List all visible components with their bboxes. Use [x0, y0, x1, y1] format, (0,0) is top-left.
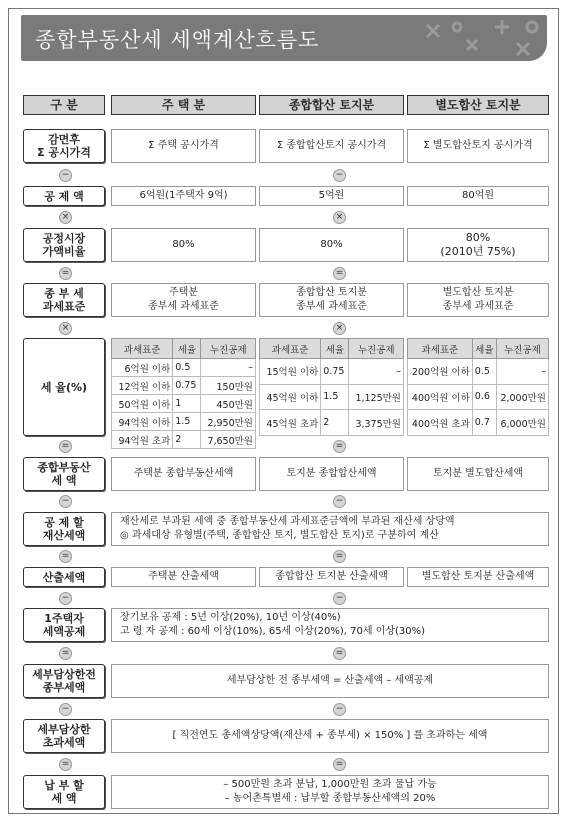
equals-operator: = [59, 267, 72, 280]
rate-percent: 2 [173, 431, 201, 449]
comprehensive-rate-table [259, 338, 404, 436]
separate-market-ratio: 80% (2010년 75%) [407, 228, 549, 262]
label-one-house-credit: 1주택자 세액공제 [23, 608, 105, 642]
rate-header: 누진공제 [349, 339, 404, 359]
housing-rate-table [111, 338, 256, 447]
header-housing: 주 택 분 [111, 95, 256, 115]
label-cap-excess: 세부담상한 초과세액 [23, 719, 105, 753]
rate-row [408, 410, 549, 436]
flowchart-page [8, 8, 559, 814]
times-operator: × [333, 322, 346, 335]
separate-base-price: Σ 별도합산토지 공시가격 [407, 129, 549, 163]
times-operator: × [59, 211, 72, 224]
minus-operator: − [333, 703, 346, 716]
housing-base-price: Σ 주택 공시가격 [111, 129, 256, 163]
minus-operator: − [59, 703, 72, 716]
equals-operator: = [59, 550, 72, 563]
rate-bracket: 400억원 이하 [408, 384, 473, 410]
label-computed-tax: 산출세액 [23, 567, 105, 587]
rate-row [260, 410, 404, 436]
equals-operator: = [333, 550, 346, 563]
rate-row [260, 359, 404, 385]
rate-percent: 0.5 [472, 359, 496, 385]
rate-header: 과세표준 [112, 339, 173, 359]
rate-deduction: – [201, 359, 256, 377]
minus-operator: − [59, 592, 72, 605]
minus-operator: − [333, 592, 346, 605]
rate-header: 누진공제 [496, 339, 548, 359]
rate-deduction: 3,375만원 [349, 410, 404, 436]
one-house-credit-box [111, 608, 549, 642]
minus-operator: − [59, 169, 72, 182]
comprehensive-gross-tax: 토지분 종합합산세액 [259, 457, 404, 491]
payable-tax-box [111, 775, 549, 809]
separate-computed-tax: 별도합산 토지분 산출세액 [407, 567, 549, 587]
rate-header: 세율 [173, 339, 201, 359]
rate-bracket: 50억원 이하 [112, 395, 173, 413]
housing-deduction: 6억원(1주택자 9억) [111, 186, 256, 206]
label-payable-tax: 납 부 할 세 액 [23, 775, 105, 809]
minus-operator: − [333, 169, 346, 182]
equals-operator: = [59, 440, 72, 453]
rate-deduction: 7,650만원 [201, 431, 256, 449]
rate-percent: 1.5 [173, 413, 201, 431]
rate-percent: 0.75 [321, 359, 349, 385]
rate-percent: 1.5 [321, 384, 349, 410]
one-house-credit-line2: 고 령 자 공제 : 60세 이상(10%), 65세 이상(20%), 70세 이상(30%) [120, 626, 426, 637]
label-market-ratio: 공정시장 가액비율 [23, 228, 105, 262]
rate-deduction: 1,125만원 [349, 384, 404, 410]
payable-line2: – 농어촌특별세 : 납부할 종합부동산세액의 20% [224, 793, 436, 804]
one-house-credit-line1: 장기보유 공제 : 5년 이상(20%), 10년 이상(40%) [120, 612, 341, 623]
separate-tax-base: 별도합산 토지분 종부세 과세표준 [407, 283, 549, 317]
comprehensive-base-price: Σ 종합합산토지 공시가격 [259, 129, 404, 163]
label-gross-tax: 종합부동산 세 액 [23, 457, 105, 491]
rate-bracket: 200억원 이하 [408, 359, 473, 385]
rate-deduction: 2,950만원 [201, 413, 256, 431]
equals-operator: = [333, 267, 346, 280]
rate-bracket: 12억원 이하 [112, 377, 173, 395]
housing-tax-base: 주택분 종부세 과세표준 [111, 283, 256, 317]
comprehensive-deduction: 5억원 [259, 186, 404, 206]
property-tax-credit-line2: ◎ 과세대상 유형별(주택, 종합합산 토지, 별도합산 토지)로 구분하여 계산 [120, 530, 439, 541]
times-operator: × [59, 322, 72, 335]
rate-header: 세율 [321, 339, 349, 359]
rate-percent: 1 [173, 395, 201, 413]
rate-row [112, 431, 256, 449]
rate-deduction: 2,000만원 [496, 384, 548, 410]
rate-bracket: 15억원 이하 [260, 359, 321, 385]
equals-operator: = [59, 758, 72, 771]
label-base-price: 감면후 Σ 공시가격 [23, 129, 105, 163]
separate-rate-table [407, 338, 549, 436]
equals-operator: = [333, 440, 346, 453]
times-operator: × [333, 211, 346, 224]
label-before-cap: 세부담상한전 종부세액 [23, 664, 105, 698]
rate-percent: 0.7 [472, 410, 496, 436]
rate-deduction: – [349, 359, 404, 385]
header-category: 구 분 [23, 95, 105, 115]
comprehensive-tax-base: 종합합산 토지분 종부세 과세표준 [259, 283, 404, 317]
decorative-pattern-icon [407, 15, 547, 61]
property-tax-credit-line1: 재산세로 부과된 세액 중 종합부동산세 과세표준금액에 부과된 재산세 상당액 [120, 516, 455, 527]
rate-row [112, 359, 256, 377]
rate-percent: 2 [321, 410, 349, 436]
rate-percent: 0.6 [472, 384, 496, 410]
rate-bracket: 94억원 초과 [112, 431, 173, 449]
housing-market-ratio: 80% [111, 228, 256, 262]
rate-header: 세율 [472, 339, 496, 359]
rate-deduction: – [496, 359, 548, 385]
property-tax-credit-box [111, 512, 549, 546]
equals-operator: = [333, 758, 346, 771]
rate-row [112, 413, 256, 431]
separate-gross-tax: 토지분 별도합산세액 [407, 457, 549, 491]
rate-percent: 0.5 [173, 359, 201, 377]
rate-header: 누진공제 [201, 339, 256, 359]
cap-excess-formula: [ 직전연도 총세액상당액(재산세 + 종부세) × 150% ] 를 초과하는 세액 [111, 719, 549, 753]
header-comprehensive-land: 종합합산 토지분 [259, 95, 404, 115]
rate-bracket: 94억원 이하 [112, 413, 173, 431]
label-deduction: 공 제 액 [23, 186, 105, 206]
rate-header: 과세표준 [260, 339, 321, 359]
header-separate-land: 별도합산 토지분 [407, 95, 549, 115]
equals-operator: = [333, 647, 346, 660]
before-cap-formula: 세부담상한 전 종부세액 = 산출세액 – 세액공제 [111, 664, 549, 698]
label-tax-base: 종 부 세 과세표준 [23, 283, 105, 317]
rate-row [408, 359, 549, 385]
rate-row [112, 377, 256, 395]
rate-bracket: 45억원 이하 [260, 384, 321, 410]
rate-deduction: 450만원 [201, 395, 256, 413]
equals-operator: = [59, 647, 72, 660]
housing-computed-tax: 주택분 산출세액 [111, 567, 256, 587]
rate-bracket: 400억원 초과 [408, 410, 473, 436]
minus-operator: − [333, 495, 346, 508]
payable-line1: – 500만원 초과 분납, 1,000만원 초과 물납 가능 [223, 779, 437, 790]
rate-percent: 0.75 [173, 377, 201, 395]
rate-row [112, 395, 256, 413]
rate-row [260, 384, 404, 410]
rate-header: 과세표준 [408, 339, 473, 359]
minus-operator: − [59, 495, 72, 508]
label-property-tax-credit: 공 제 할 재산세액 [23, 512, 105, 546]
rate-deduction: 150만원 [201, 377, 256, 395]
housing-gross-tax: 주택분 종합부동산세액 [111, 457, 256, 491]
label-tax-rate: 세 율(%) [23, 338, 105, 436]
separate-deduction: 80억원 [407, 186, 549, 206]
title-banner [21, 15, 547, 61]
rate-row [408, 384, 549, 410]
comprehensive-market-ratio: 80% [259, 228, 404, 262]
rate-bracket: 6억원 이하 [112, 359, 173, 377]
comprehensive-computed-tax: 종합합산 토지분 산출세액 [259, 567, 404, 587]
rate-deduction: 6,000만원 [496, 410, 548, 436]
page-title: 종합부동산세 세액계산흐름도 [35, 28, 320, 52]
rate-bracket: 45억원 초과 [260, 410, 321, 436]
